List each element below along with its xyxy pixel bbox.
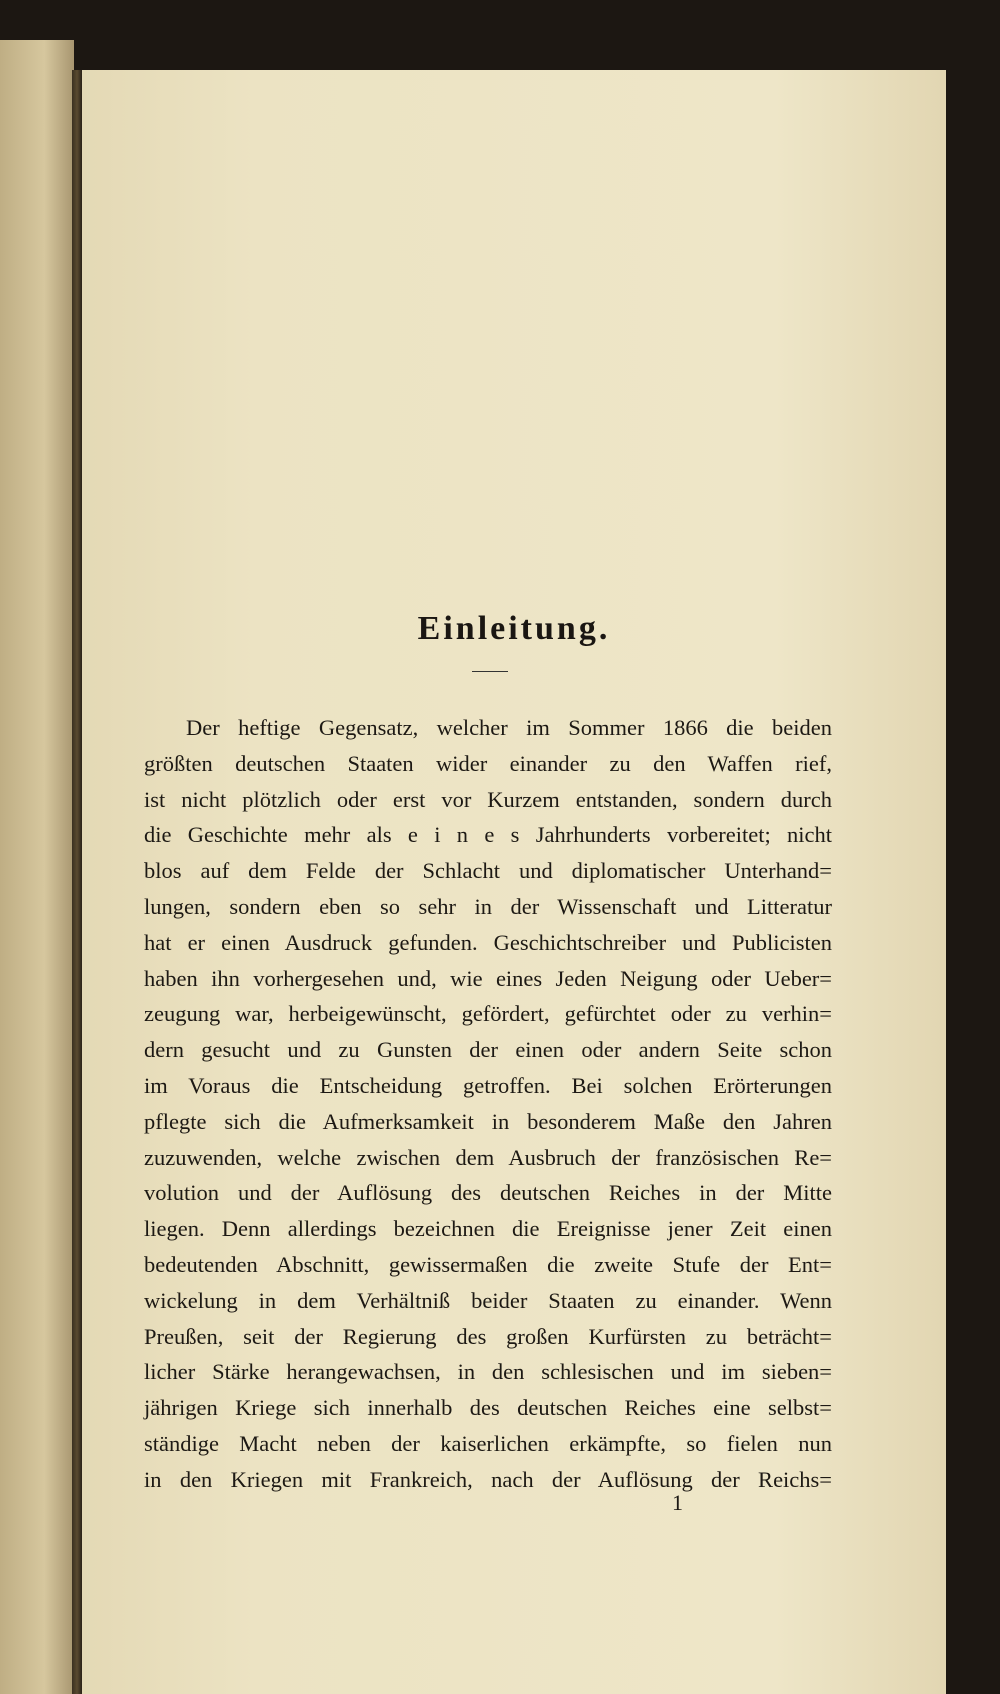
text-line: jährigen Kriege sich innerhalb des deutschen Reiches eine selbst= (144, 1395, 832, 1421)
heading-rule (472, 671, 508, 672)
text-line: die Geschichte mehr als e i n e s Jahrhunderts vorbereitet; nicht (144, 822, 832, 848)
text-line: ständige Macht neben der kaiserlichen erkämpfte, so fielen nun (144, 1430, 832, 1456)
text-line: dern gesucht und zu Gunsten der einen oder andern Seite schon (144, 1037, 832, 1063)
text-line: licher Stärke herangewachsen, in den schlesischen und im sieben= (144, 1359, 832, 1385)
page-number: 1 (672, 1490, 683, 1515)
text-line: größten deutschen Staaten wider einander zu den Waffen rief, (144, 750, 832, 776)
text-line: wickelung in dem Verhältniß beider Staaten zu einander. Wenn (144, 1287, 832, 1313)
text-line: hat er einen Ausdruck gefunden. Geschichtschreiber und Publicisten (144, 929, 832, 955)
text-line: bedeutenden Abschnitt, gewissermaßen die zweite Stufe der Ent= (144, 1251, 832, 1277)
text-line: Der heftige Gegensatz, welcher im Sommer 1866 die beiden (186, 715, 832, 740)
text-line: ist nicht plötzlich oder erst vor Kurzem entstanden, sondern durch (144, 786, 832, 812)
text-line: volution und der Auflösung des deutschen Reiches in der Mitte (144, 1180, 832, 1206)
text-line: in den Kriegen mit Frankreich, nach der Auflösung der Reichs= (144, 1466, 832, 1492)
text-line: lungen, sondern eben so sehr in der Wissenschaft und Litteratur (144, 893, 832, 919)
book-binding (72, 70, 82, 1694)
body-text (144, 710, 832, 1498)
text-line: zeugung war, herbeigewünscht, gefördert, gefürchtet oder zu verhin= (144, 1001, 832, 1027)
text-line: im Voraus die Entscheidung getroffen. Bei solchen Erörterungen (144, 1072, 832, 1098)
book-page (82, 70, 946, 1694)
text-line: Preußen, seit der Regierung des großen Kurfürsten zu beträcht= (144, 1323, 832, 1349)
chapter-heading: Einleitung. (417, 610, 611, 647)
text-line: haben ihn vorhergesehen und, wie eines Jeden Neigung oder Ueber= (144, 965, 832, 991)
text-line: liegen. Denn allerdings bezeichnen die Ereignisse jener Zeit einen (144, 1216, 832, 1242)
left-page-edge (0, 40, 74, 1694)
text-line: pflegte sich die Aufmerksamkeit in besonderem Maße den Jahren (144, 1108, 832, 1134)
text-line: zuzuwenden, welche zwischen dem Ausbruch der französischen Re= (144, 1144, 832, 1170)
text-line: blos auf dem Felde der Schlacht und diplomatischer Unterhand= (144, 858, 832, 884)
